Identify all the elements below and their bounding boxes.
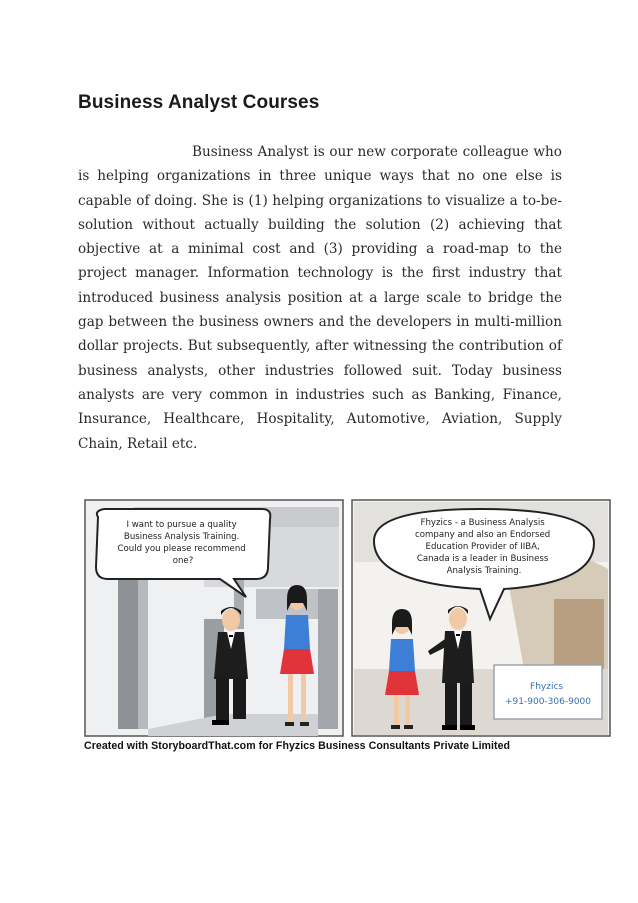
left-bubble-line-3: Could you please recommend: [117, 544, 246, 554]
right-panel: [352, 500, 610, 736]
right-bubble-line-3: Education Provider of IIBA,: [425, 542, 540, 552]
contact-sign: [494, 665, 602, 719]
page-heading: Business Analyst Courses: [78, 92, 320, 113]
sign-company: Fhyzics: [530, 682, 564, 692]
comic-caption: Created with StoryboardThat.com for Fhyzics Business Consultants Private Limited: [84, 740, 511, 752]
left-bubble-line-1: I want to pursue a quality: [126, 520, 237, 530]
left-bubble-line-4: one?: [172, 556, 194, 566]
storyboard-comic: [84, 499, 612, 739]
body-paragraph: Business Analyst is our new corporate colleague who is helping organizations in three unique ways that no one else is capable of doing. She is (1) helping organizations to visualize a to-be-solution without actually building the solution (2) achieving that objective at a minimal cost and (3) providing a road-map to the project manager. Information technology is the first industry that introduced business analysis position at a large scale to bridge the gap between the business owners and the developers in multi-million dollar projects. But subsequently, after witnessing the contribution of business analysts, other industries followed suit. Today business analysts are very common in industries such as Banking, Finance, Insurance, Healthcare, Hospitality, Automotive, Aviation, Supply Chain, Retail etc.: [78, 144, 562, 452]
sign-phone: +91-900-306-9000: [505, 697, 591, 707]
right-bubble-line-5: Analysis Training.: [446, 566, 522, 576]
right-bubble-line-1: Fhyzics - a Business Analysis: [420, 518, 545, 528]
left-panel: [85, 500, 343, 736]
left-bubble-line-2: Business Analysis Training.: [123, 532, 240, 542]
right-bubble-line-4: Canada is a leader in Business: [416, 554, 549, 564]
right-bubble-line-2: company and also an Endorsed: [415, 530, 551, 540]
